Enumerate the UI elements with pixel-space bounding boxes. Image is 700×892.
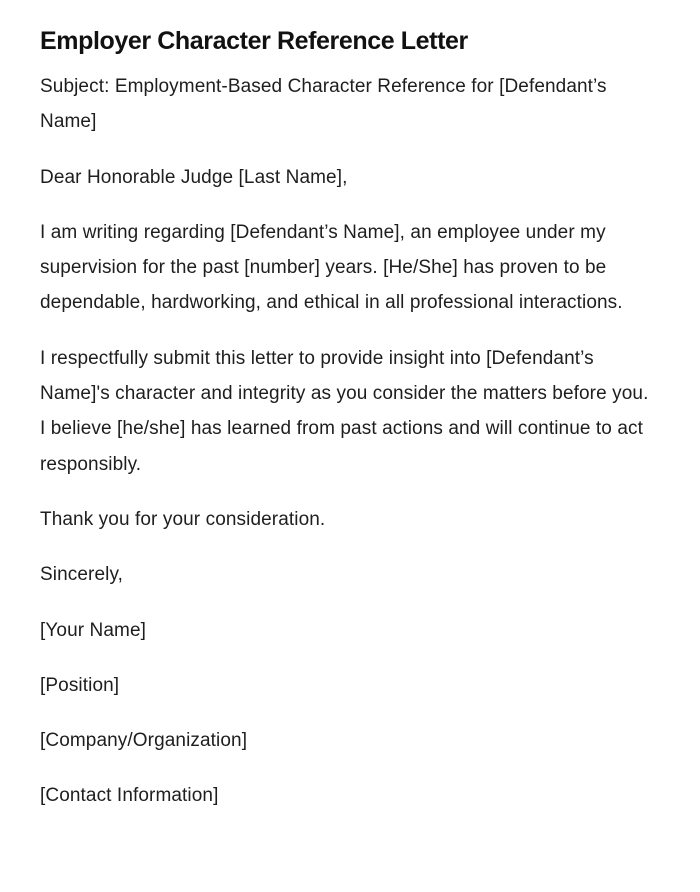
signature-position: [Position] (40, 674, 120, 696)
signature-contact: [Contact Information] (40, 785, 219, 807)
signature-company: [Company/Organization] (40, 730, 248, 752)
letter-body-paragraph-2: I respectfully submit this letter to provide insight into [Defendant’s Name]'s character and integrity as you consider the matters before you. I believe [he/she] has learned from past actions and will continue to act responsibly. (40, 347, 649, 475)
letter-subject: Subject: Employment-Based Character Reference for [Defendant’s Name] (40, 76, 607, 133)
letter-body-paragraph-1: I am writing regarding [Defendant’s Name], an employee under my supervision for the past [number] years. [He/She] has proven to be dependable, hardworking, and ethical in all professional interactions. (40, 221, 623, 314)
letter-title: Employer Character Reference Letter (40, 27, 468, 55)
letter-closing-thanks: Thank you for your consideration. (40, 508, 326, 530)
letter-sign-off: Sincerely, (40, 564, 124, 586)
signature-name: [Your Name] (40, 619, 147, 641)
letter-salutation: Dear Honorable Judge [Last Name], (40, 166, 348, 188)
letter-document (40, 24, 650, 834)
